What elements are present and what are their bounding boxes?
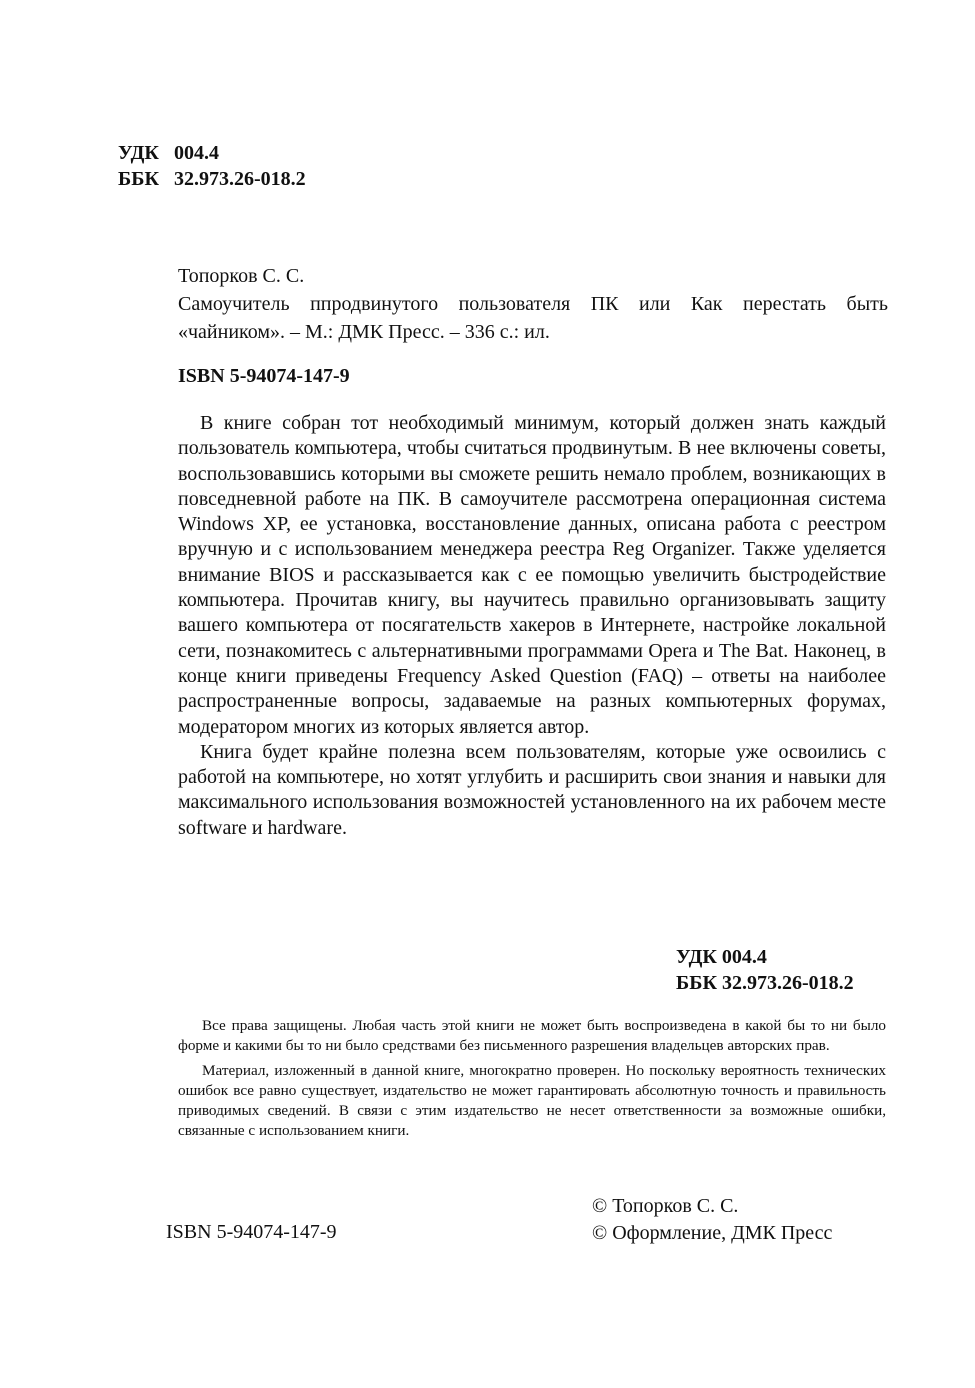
book-title: Самоучитель ппродвинутого пользователя ПК или Как перестать быть — [178, 293, 888, 315]
bbk-value: 32.973.26-018.2 — [174, 168, 306, 190]
publication-info: «чайником». – М.: ДМК Пресс. – 336 с.: ил. — [178, 321, 550, 343]
bbk-bottom: ББК 32.973.26-018.2 — [676, 972, 854, 994]
isbn-heading: ISBN 5-94074-147-9 — [178, 365, 350, 387]
disclaimer-paragraph: Материал, изложенный в данной книге, многократно проверен. Но поскольку вероятность технических ошибок все равно существует, издательство не может гарантировать абсолютную точность и правильность приводимых сведений. В связи с этим издательство не несет ответственности за возможные ошибки, связанные с использованием книги. — [178, 1061, 886, 1140]
udk-bottom: УДК 004.4 — [676, 946, 767, 968]
bbk-label: ББК — [118, 168, 159, 190]
copyright-author: © Топорков С. С. — [592, 1195, 739, 1217]
udk-line — [118, 140, 306, 166]
copyright-design: © Оформление, ДМК Пресс — [592, 1222, 833, 1244]
bbk-line — [118, 166, 306, 192]
classification-footer — [676, 944, 854, 996]
author-name: Топорков С. С. — [178, 265, 305, 287]
abstract-paragraph: Книга будет крайне полезна всем пользователям, которые уже освоились с работой на компьютере, но хотят углубить и расширить свои знания и навыки для максимального использования возможностей установленного на их рабочем месте software и hardware. — [178, 740, 886, 839]
abstract — [178, 411, 886, 841]
bibliographic-record — [178, 262, 888, 346]
classification-header — [118, 140, 306, 192]
rights-paragraph: Все права защищены. Любая часть этой книги не может быть воспроизведена в какой бы то ни было форме и какими бы то ни было средствами без письменного разрешения владельцев авторских прав. — [178, 1017, 886, 1055]
isbn-footer: ISBN 5-94074-147-9 — [166, 1221, 337, 1243]
udk-label: УДК — [118, 142, 159, 164]
abstract-paragraph: В книге собран тот необходимый минимум, который должен знать каждый пользователь компьютера, чтобы считаться продвинутым. В нее включены советы, воспользовавшись которыми вы сможете решить немало проблем, возникающих в повседневной работе на ПК. В самоучителе рассмотрена операционная система Windows XP, ее установка, восстановление данных, описана работа с реестром вручную и с использованием менеджера реестра Reg Organizer. Также уделяется внимание BIOS и рассказывается как с ее помощью увеличить быстродействие компьютера. Прочитав книгу, вы научитесь правильно организовывать защиту вашего компьютера от посягательств хакеров в Интернете, настройке локальной сети, познакомитесь с альтернативными программами Opera и The Bat. Наконец, в конце книги приведены Frequency Asked Question (FAQ) – ответы на наиболее распространенные вопросы, задаваемые на разных компьютерных форумах, модератором многих из которых является автор. — [178, 412, 886, 738]
udk-value: 004.4 — [174, 142, 219, 164]
rights-notice — [178, 1016, 886, 1142]
copyright-block — [592, 1193, 832, 1247]
